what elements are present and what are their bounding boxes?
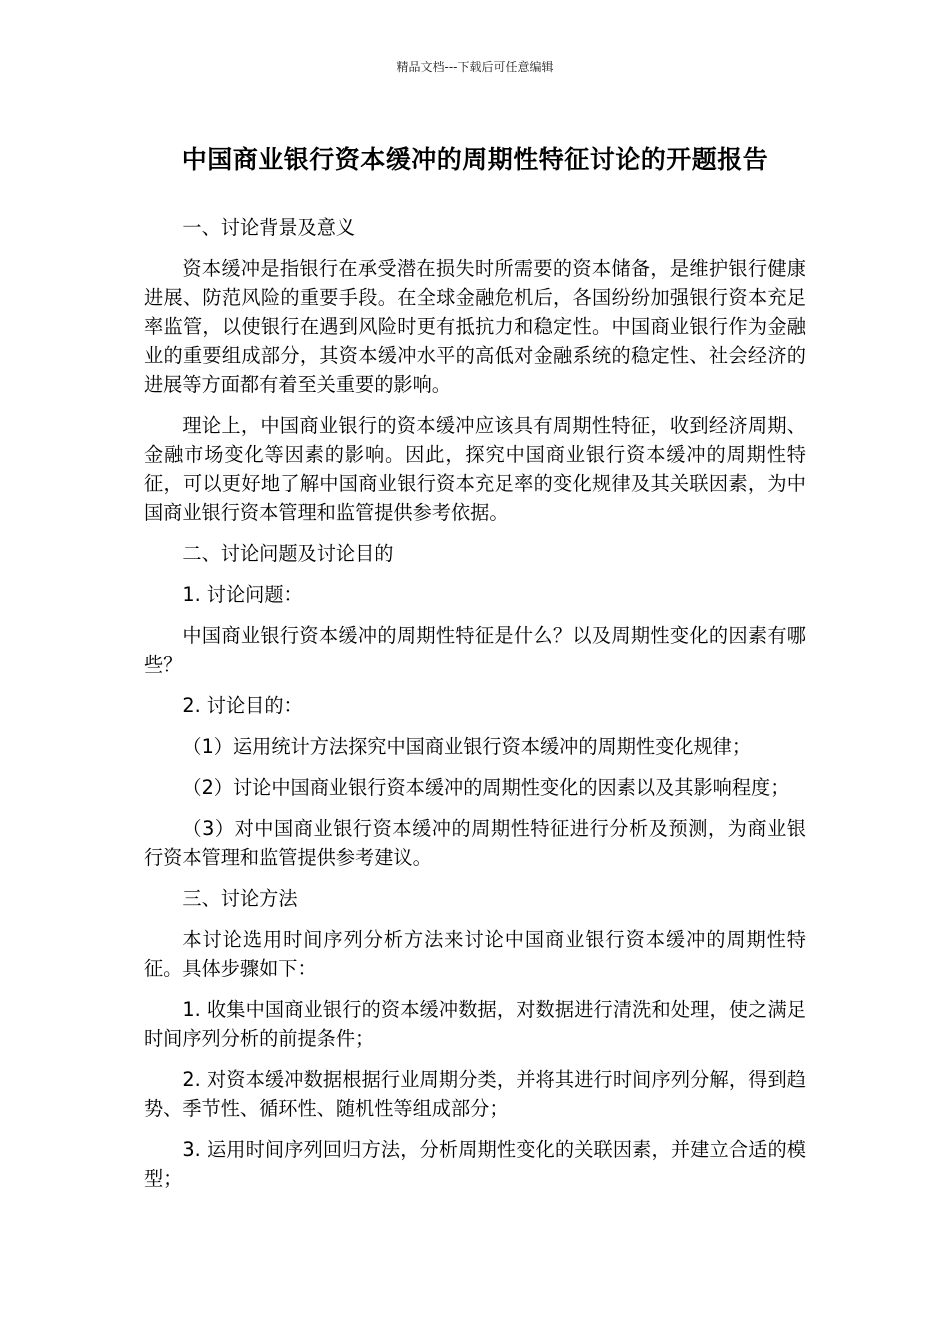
section-heading: 三、讨论方法 — [182, 887, 298, 910]
list-item: 1. 收集中国商业银行的资本缓冲数据，对数据进行清洗和处理，使之满足时间序列分析的前提条件； — [144, 998, 806, 1050]
section-heading: 二、讨论问题及讨论目的 — [182, 542, 394, 565]
paragraph: 资本缓冲是指银行在承受潜在损失时所需要的资本储备，是维护银行健康进展、防范风险的重要手段。在全球金融危机后，各国纷纷加强银行资本充足率监管，以使银行在遇到风险时更有抵抗力和稳定性。中国商业银行作为金融业的重要组成部分，其资本缓冲水平的高低对金融系统的稳定性、社会经济的进展等方面都有着至关重要的影响。 — [144, 257, 806, 396]
list-item: （2）讨论中国商业银行资本缓冲的周期性变化的因素以及其影响程度； — [182, 776, 790, 799]
document-title: 中国商业银行资本缓冲的周期性特征讨论的开题报告 — [181, 145, 769, 174]
subheading: 1. 讨论问题： — [182, 583, 303, 606]
header-watermark: 精品文档---下载后可任意编辑 — [396, 60, 554, 74]
section-heading: 一、讨论背景及意义 — [182, 216, 356, 239]
paragraph: 理论上，中国商业银行的资本缓冲应该具有周期性特征，收到经济周期、金融市场变化等因素的影响。因此，探究中国商业银行资本缓冲的周期性特征，可以更好地了解中国商业银行资本充足率的变化规律及其关联因素，为中国商业银行资本管理和监管提供参考依据。 — [144, 414, 806, 524]
list-item: （1）运用统计方法探究中国商业银行资本缓冲的周期性变化规律； — [182, 735, 752, 758]
list-item: （3）对中国商业银行资本缓冲的周期性特征进行分析及预测，为商业银行资本管理和监管提供参考建议。 — [144, 817, 806, 869]
document-body — [144, 213, 806, 1205]
list-item: 3. 运用时间序列回归方法，分析周期性变化的关联因素，并建立合适的模型； — [144, 1138, 806, 1190]
paragraph: 中国商业银行资本缓冲的周期性特征是什么？以及周期性变化的因素有哪些？ — [144, 624, 806, 676]
subheading: 2. 讨论目的： — [182, 694, 303, 717]
paragraph: 本讨论选用时间序列分析方法来讨论中国商业银行资本缓冲的周期性特征。具体步骤如下： — [144, 928, 806, 980]
list-item: 2. 对资本缓冲数据根据行业周期分类，并将其进行时间序列分解，得到趋势、季节性、循环性、随机性等组成部分； — [144, 1068, 806, 1120]
